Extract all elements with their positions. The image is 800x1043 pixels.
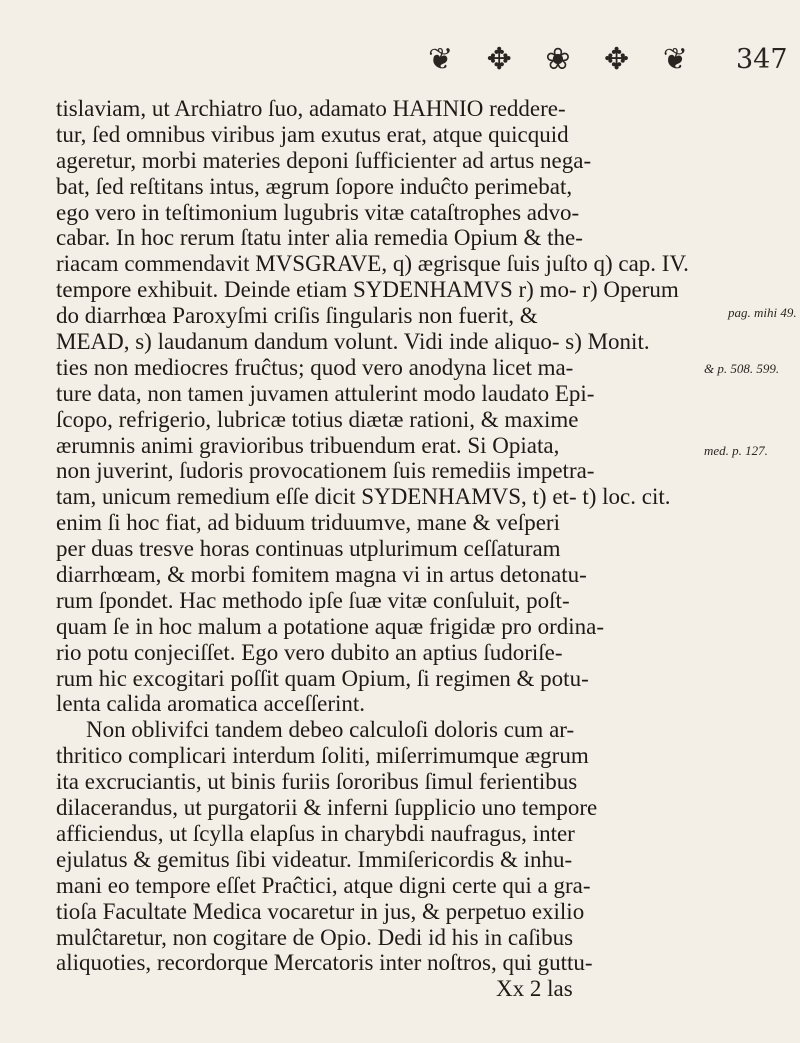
text-line: ego vero in teſtimonium lugubris vitæ cataſtrophes advo-	[56, 199, 580, 225]
margin-note-r: & p. 508. 599.	[704, 361, 780, 376]
text-line: ties non mediocres fruĉtus; quod vero anodyna licet ma-	[56, 354, 574, 380]
text-line: rum ſpondet. Hac methodo ipſe ſuæ vitæ conſuluit, poſt-	[56, 587, 570, 613]
text-line: do diarrhœa Paroxyſmi criſis ſingularis non fuerit, &	[56, 303, 538, 329]
page-header	[0, 42, 800, 82]
margin-note-q: pag. mihi 49.	[728, 305, 797, 320]
text-line: tam, unicum remedium eſſe dicit SYDENHAMVS, t) et- t) loc. cit.	[56, 484, 671, 510]
text-line: lenta calida aromatica acceſſerint.	[56, 691, 366, 717]
text-line: Non oblivifci tandem debeo calculoſi doloris cum ar-	[86, 717, 575, 743]
text-line: ærumnis animi gravioribus tribuendum erat. Si Opiata,	[56, 432, 560, 458]
text-line: non juverint, ſudoris provocationem ſuis remediis impetra-	[56, 458, 595, 484]
header-ornament: ❦ ✥ ❀ ✥ ❦	[428, 42, 700, 77]
text-line: aliquoties, recordorque Mercatoris inter noſtros, qui guttu-	[56, 950, 593, 976]
text-line: afficiendus, ut ſcylla elapſus in charybdi naufragus, inter	[56, 820, 575, 846]
margin-note-s: med. p. 127.	[704, 443, 768, 458]
text-line: bat, ſed reſtitans intus, ægrum ſopore induĉto perimebat,	[56, 173, 573, 199]
text-line: quam ſe in hoc malum a potatione aquæ frigidæ pro ordina-	[56, 613, 605, 639]
text-line: tioſa Facultate Medica vocaretur in jus, & perpetuo exilio	[56, 898, 585, 924]
text-line: ture data, non tamen juvamen attulerint modo laudato Epi-	[56, 380, 595, 406]
text-line: enim ſi hoc fiat, ad biduum triduumve, mane & veſperi	[56, 510, 560, 536]
text-line: tur, ſed omnibus viribus jam exutus erat, atque quicquid	[56, 121, 569, 147]
text-line: ageretur, morbi materies deponi ſufficienter ad artus nega-	[56, 147, 592, 173]
text-line: tempore exhibuit. Deinde etiam SYDENHAMVS r) mo- r) Operum	[56, 277, 679, 303]
text-line: ita excruciantis, ut binis furiis ſororibus ſimul ferientibus	[56, 769, 578, 795]
text-line: per duas tresve horas continuas utplurimum ceſſaturam	[56, 536, 561, 562]
text-line: riacam commendavit MVSGRAVE, q) ægrisque ſuis juſto q) cap. IV.	[56, 251, 689, 277]
text-line: diarrhœam, & morbi fomitem magna vi in artus detonatu-	[56, 562, 587, 588]
text-line: cabar. In hoc rerum ſtatu inter alia remedia Opium & the-	[56, 225, 583, 251]
page-number: 347	[736, 44, 788, 75]
text-line: ſcopo, refrigerio, lubricæ totius diætæ rationi, & maxime	[56, 406, 579, 432]
text-line: ejulatus & gemitus ſibi videatur. Immiſericordis & inhu-	[56, 846, 573, 872]
text-line: MEAD, s) laudanum dandum volunt. Vidi inde aliquo- s) Monit.	[56, 329, 650, 355]
text-line: mani eo tempore eſſet Praĉtici, atque digni certe qui a gra-	[56, 872, 591, 898]
text-line: thritico complicari interdum ſoliti, miſerrimumque ægrum	[56, 743, 589, 769]
signature-catchword-line: Xx 2 las	[496, 976, 573, 1002]
text-line: rum hic excogitari poſſit quam Opium, ſi regimen & potu-	[56, 665, 589, 691]
body-text	[56, 96, 736, 1002]
text-line: tislaviam, ut Archiatro ſuo, adamato HAHNIO reddere-	[56, 96, 566, 121]
text-line: mulĉtaretur, non cogitare de Opio. Dedi id his in caſibus	[56, 924, 574, 950]
text-line: rio potu conjeciſſet. Ego vero dubito an aptius ſudoriſe-	[56, 639, 563, 665]
text-line: dilacerandus, ut purgatorii & inferni ſupplicio uno tempore	[56, 795, 598, 821]
